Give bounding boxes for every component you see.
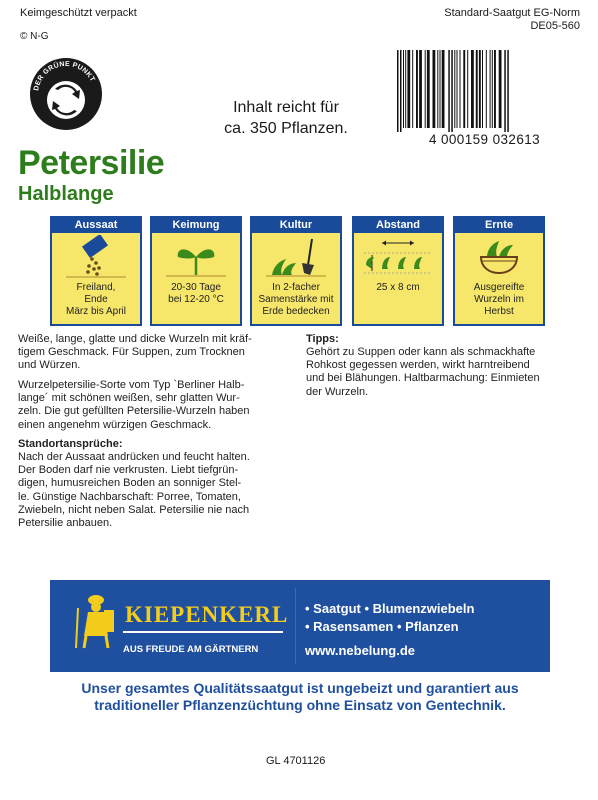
- panel-text-line: Herbst: [484, 306, 514, 317]
- barcode-bar: [442, 50, 445, 128]
- text-line: digen, humusreichen Boden an sonniger Stel-: [18, 477, 242, 490]
- standard-info: [444, 7, 580, 33]
- panel-head: Keimung: [152, 218, 240, 233]
- barcode-bar: [460, 50, 461, 128]
- panel-aussaat: [50, 216, 142, 326]
- barcode-bar: [416, 50, 418, 128]
- text-line: Nach der Aussaat andrücken und feucht halten.: [18, 451, 250, 463]
- barcode-bar: [397, 50, 399, 132]
- product-title: Petersilie: [18, 144, 165, 182]
- standort-heading: Standortansprüche:: [18, 438, 123, 450]
- tips-heading: Tipps:: [306, 333, 339, 345]
- barcode-bar: [486, 50, 487, 128]
- text-line: Petersilie anbauen.: [18, 517, 113, 530]
- text-line: tigem Geschmack. Für Suppen, zum Trocknen: [18, 346, 245, 359]
- barcode-bar: [482, 50, 483, 128]
- seed-bag-icon: [52, 235, 140, 279]
- barcode: [393, 50, 571, 132]
- panel-text: [152, 282, 240, 306]
- barcode-bar: [499, 50, 502, 128]
- brand-underline: [123, 631, 283, 633]
- brand-name: KIEPENKERL: [125, 602, 289, 627]
- tips-paragraph: [306, 346, 576, 399]
- panel-text-line: bei 12-20 °C: [168, 294, 224, 305]
- barcode-bar: [437, 50, 438, 128]
- standard-label: Standard-Saatgut EG-Norm: [444, 7, 580, 19]
- banner-divider: [295, 588, 296, 664]
- gl-number: GL 4701126: [266, 755, 326, 767]
- panel-text-line: Wurzeln im: [474, 294, 524, 305]
- banner-line-2: • Rasensamen • Pflanzen: [305, 619, 459, 634]
- barcode-bar: [433, 50, 436, 128]
- standort-paragraph: [18, 451, 286, 530]
- text-line: einen angenehm würzigen Geschmack.: [18, 418, 212, 431]
- copyright: © N-G: [20, 31, 49, 42]
- barcode-bar: [454, 50, 455, 128]
- barcode-bar: [419, 50, 422, 128]
- barcode-bar: [490, 50, 491, 128]
- text-line: le. Günstige Nachbarschaft: Porree, Tomaten,: [18, 490, 241, 503]
- panel-text-line: März bis April: [65, 306, 126, 317]
- panel-text: [252, 282, 340, 318]
- panel-text-line: 20-30 Tage: [171, 282, 221, 293]
- barcode-bar: [471, 50, 474, 128]
- barcode-bar: [440, 50, 441, 128]
- panel-text-line: 25 x 8 cm: [376, 282, 420, 293]
- text-line: Rohkost gegessen werden, wirkt harntreibend: [306, 359, 530, 372]
- barcode-digits: 4 000159 032613: [428, 132, 541, 147]
- barcode-bar: [412, 50, 413, 128]
- kiepenkerl-mascot-icon: [70, 592, 122, 650]
- panel-text: [354, 282, 442, 294]
- packaging-note: Keimgeschützt verpackt: [20, 7, 137, 19]
- contents-line-1: Inhalt reicht für: [233, 99, 339, 116]
- panel-text: [52, 282, 140, 318]
- brand-banner: [50, 580, 550, 672]
- panel-abstand: [352, 216, 444, 326]
- description-paragraph-2: [18, 379, 286, 432]
- text-line: und Würzen.: [18, 359, 81, 372]
- quality-statement: [40, 680, 560, 714]
- brand-slogan: AUS FREUDE AM GÄRTNERN: [123, 644, 259, 655]
- text-line: lange´ mit schönen weißen, sehr glatten Wur-: [18, 392, 240, 405]
- barcode-bar: [403, 50, 404, 128]
- banner-url[interactable]: www.nebelung.de: [305, 643, 416, 658]
- barcode-bar: [425, 50, 426, 128]
- barcode-bar: [407, 50, 410, 128]
- harvest-bowl-icon: [455, 235, 543, 279]
- quality-line-1: Unser gesamtes Qualitätssaatgut ist ungebeizt und garantiert aus: [81, 680, 519, 696]
- panel-text-line: Erde bedecken: [262, 306, 330, 317]
- banner-line-1: • Saatgut • Blumenzwiebeln: [305, 601, 475, 616]
- text-line: Der Boden darf nie verkrusten. Liebt tiefgrün-: [18, 464, 239, 477]
- barcode-bar: [405, 50, 406, 128]
- contents-info: [205, 97, 367, 139]
- text-line: Wurzelpetersilie-Sorte vom Typ `Berliner Halb-: [18, 379, 245, 391]
- panel-text-line: Freiland,: [76, 282, 116, 293]
- barcode-bar: [457, 50, 458, 128]
- barcode-bar: [504, 50, 506, 132]
- barcode-bar: [467, 50, 468, 128]
- text-line: Gehört zu Suppen oder kann als schmackhafte: [306, 346, 536, 358]
- text-line: zeln. Die gut gefüllten Petersilie-Wurzeln haben: [18, 405, 250, 418]
- barcode-bar: [479, 50, 481, 128]
- sprout-icon: [152, 235, 240, 279]
- barcode-bar: [507, 50, 509, 132]
- panel-head: Aussaat: [52, 218, 140, 233]
- text-line: Weiße, lange, glatte und dicke Wurzeln mit kräf-: [18, 333, 252, 345]
- panel-text-line: Ende: [84, 294, 108, 305]
- barcode-bar: [400, 50, 402, 132]
- barcode-bar: [476, 50, 478, 128]
- text-line: der Wurzeln.: [306, 385, 369, 398]
- barcode-bar: [494, 50, 496, 128]
- svg-text:DER GRÜNE PUNKT: DER GRÜNE PUNKT: [33, 60, 96, 92]
- barcode-bar: [448, 50, 450, 132]
- panel-head: Kultur: [252, 218, 340, 233]
- panel-text-line: Ausgereifte: [473, 282, 525, 293]
- contents-line-2: ca. 350 Pflanzen.: [224, 120, 348, 137]
- gruener-punkt-logo-icon: [28, 56, 104, 132]
- panel-text-line: Samenstärke mit: [258, 294, 334, 305]
- barcode-bar: [451, 50, 453, 132]
- text-line: Zwiebeln, nicht neben Salat. Petersilie nie nach: [18, 503, 250, 516]
- quality-line-2: traditioneller Pflanzenzüchtung ohne Einsatz von Gentechnik.: [94, 697, 506, 713]
- code-label: DE05-560: [530, 20, 580, 32]
- panel-kultur: [250, 216, 342, 326]
- panel-keimung: [150, 216, 242, 326]
- shovel-icon: [252, 235, 340, 279]
- description-paragraph-1: [18, 333, 286, 373]
- panel-head: Ernte: [455, 218, 543, 233]
- product-subtitle: Halblange: [18, 183, 114, 205]
- panel-head: Abstand: [354, 218, 442, 233]
- barcode-bar: [463, 50, 465, 128]
- panel-ernte: [453, 216, 545, 326]
- barcode-bar: [492, 50, 493, 128]
- barcode-bar: [427, 50, 430, 128]
- panel-text: [455, 282, 543, 318]
- spacing-icon: [354, 235, 442, 279]
- text-line: und bei Blähungen. Haltbarmachung: Einmieten: [306, 372, 540, 385]
- panel-text-line: In 2-facher: [272, 282, 320, 293]
